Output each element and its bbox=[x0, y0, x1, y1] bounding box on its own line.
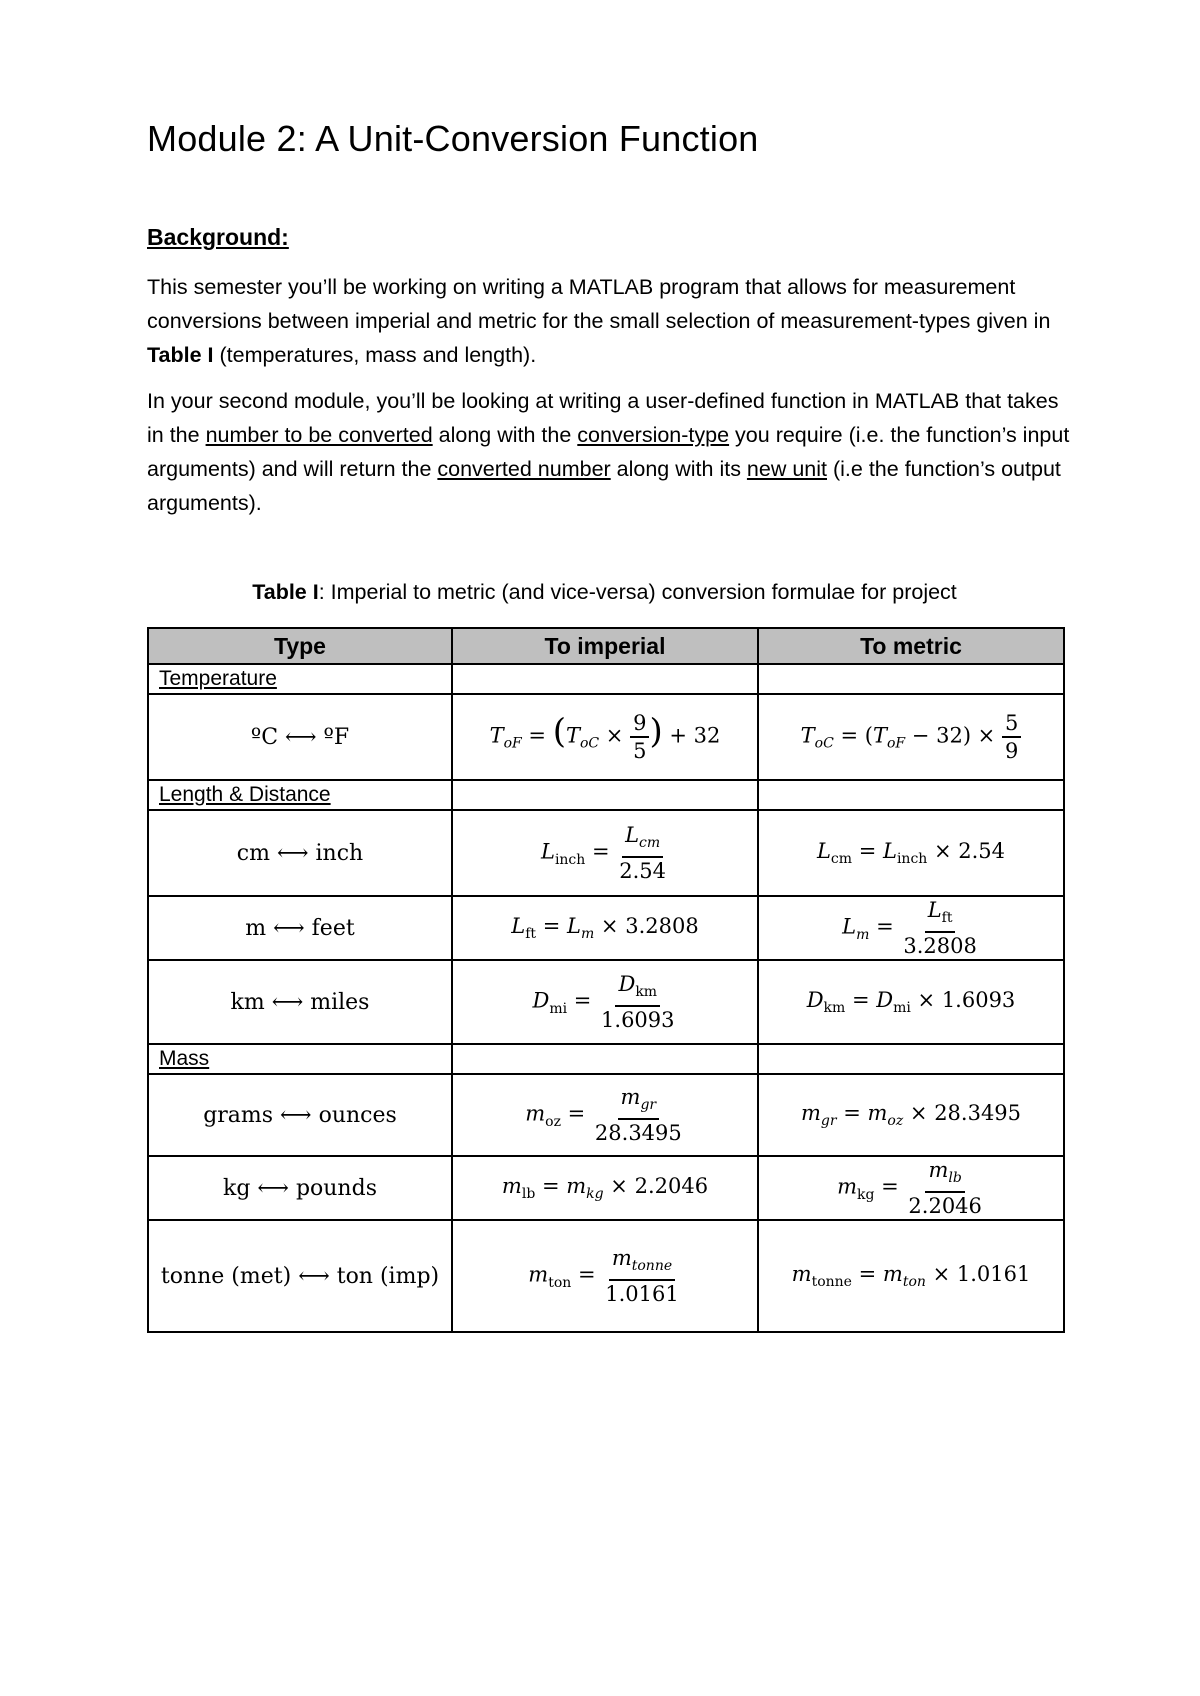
table-row bbox=[148, 896, 1064, 960]
section-temperature: Temperature bbox=[148, 664, 452, 694]
type-km-miles: km ⟷ miles bbox=[148, 960, 452, 1044]
header-to-imperial: To imperial bbox=[452, 628, 758, 664]
page-title: Module 2: A Unit-Conversion Function bbox=[147, 118, 759, 159]
formula-to-metric-tonne: $m_{tonne} = m_{ton} \times 1.0161$ bbox=[758, 1220, 1064, 1332]
formula-to-imperial-tonne: $m_{ton}$ = $\frac{m_{tonne}}{1.0161}$ bbox=[452, 1220, 758, 1332]
formula-to-imperial-cm: $L_{inch}$ = $\frac{L_{cm}}{2.54}$ bbox=[452, 810, 758, 896]
table-row bbox=[148, 810, 1064, 896]
type-tonne-ton: tonne (met) ⟷ ton (imp) bbox=[148, 1220, 452, 1332]
section-row bbox=[148, 664, 1064, 694]
table-caption: Table I: Imperial to metric (and vice-versa) conversion formulae for project bbox=[252, 580, 957, 604]
formula-to-imperial-m: $L_{ft} = L_m \times 3.2808$ bbox=[452, 896, 758, 960]
table-row bbox=[148, 1156, 1064, 1220]
table-row bbox=[148, 960, 1064, 1044]
section-row bbox=[148, 1044, 1064, 1074]
type-kg-pounds: kg ⟷ pounds bbox=[148, 1156, 452, 1220]
header-to-metric: To metric bbox=[758, 628, 1064, 664]
table-row bbox=[148, 1220, 1064, 1332]
formula-to-imperial-grams: $m_{oz}$ = $\frac{m_{gr}}{28.3495}$ bbox=[452, 1074, 758, 1156]
table-row bbox=[148, 694, 1064, 780]
section-row bbox=[148, 780, 1064, 810]
formula-to-imperial-kg: $m_{lb} = m_{kg} \times 2.2046$ bbox=[452, 1156, 758, 1220]
table-row bbox=[148, 1074, 1064, 1156]
type-temperature: ºC ⟷ ºF bbox=[148, 694, 452, 780]
paragraph-intro: This semester you’ll be working on writing a MATLAB program that allows for measurement conversions between imperial and metric for the small selection of measurement-types given in Table I (temperatures, mass and length). bbox=[147, 275, 1051, 367]
formula-to-metric-temp: $T_{oC} = (T_{oF} - 32)$ × $\frac{5}{9}$ bbox=[758, 694, 1064, 780]
header-type: Type bbox=[148, 628, 452, 664]
section-mass: Mass bbox=[148, 1044, 452, 1074]
formula-to-imperial-temp: $T_{oF} = (T_{oC}$ × $\frac{9}{5}$ ) + 32 bbox=[452, 694, 758, 780]
paragraph-module: In your second module, you’ll be looking at writing a user-defined function in MATLAB that takes in the number to be converted along with the conversion-type you require (i.e. the function’s input arguments) and will return the converted number along with its new unit (i.e the function’s output arguments). bbox=[147, 389, 1070, 515]
formula-to-metric-grams: $m_{gr} = m_{oz} \times 28.3495$ bbox=[758, 1074, 1064, 1156]
background-heading: Background: bbox=[147, 224, 289, 250]
formula-to-imperial-km: $D_{mi}$ = $\frac{D_{km}}{1.6093}$ bbox=[452, 960, 758, 1044]
type-cm-inch: cm ⟷ inch bbox=[148, 810, 452, 896]
formula-to-metric-cm: $L_{cm} = L_{inch} \times 2.54$ bbox=[758, 810, 1064, 896]
formula-to-metric-km: $D_{km} = D_{mi} \times 1.6093$ bbox=[758, 960, 1064, 1044]
formula-to-metric-kg: $m_{kg}$ = $\frac{m_{lb}}{2.2046}$ bbox=[758, 1156, 1064, 1220]
conversion-table bbox=[147, 627, 1065, 1333]
table-header-row bbox=[148, 628, 1064, 664]
type-m-feet: m ⟷ feet bbox=[148, 896, 452, 960]
formula-to-metric-m: $L_m$ = $\frac{L_{ft}}{3.2808}$ bbox=[758, 896, 1064, 960]
section-length: Length & Distance bbox=[148, 780, 452, 810]
type-grams-ounces: grams ⟷ ounces bbox=[148, 1074, 452, 1156]
